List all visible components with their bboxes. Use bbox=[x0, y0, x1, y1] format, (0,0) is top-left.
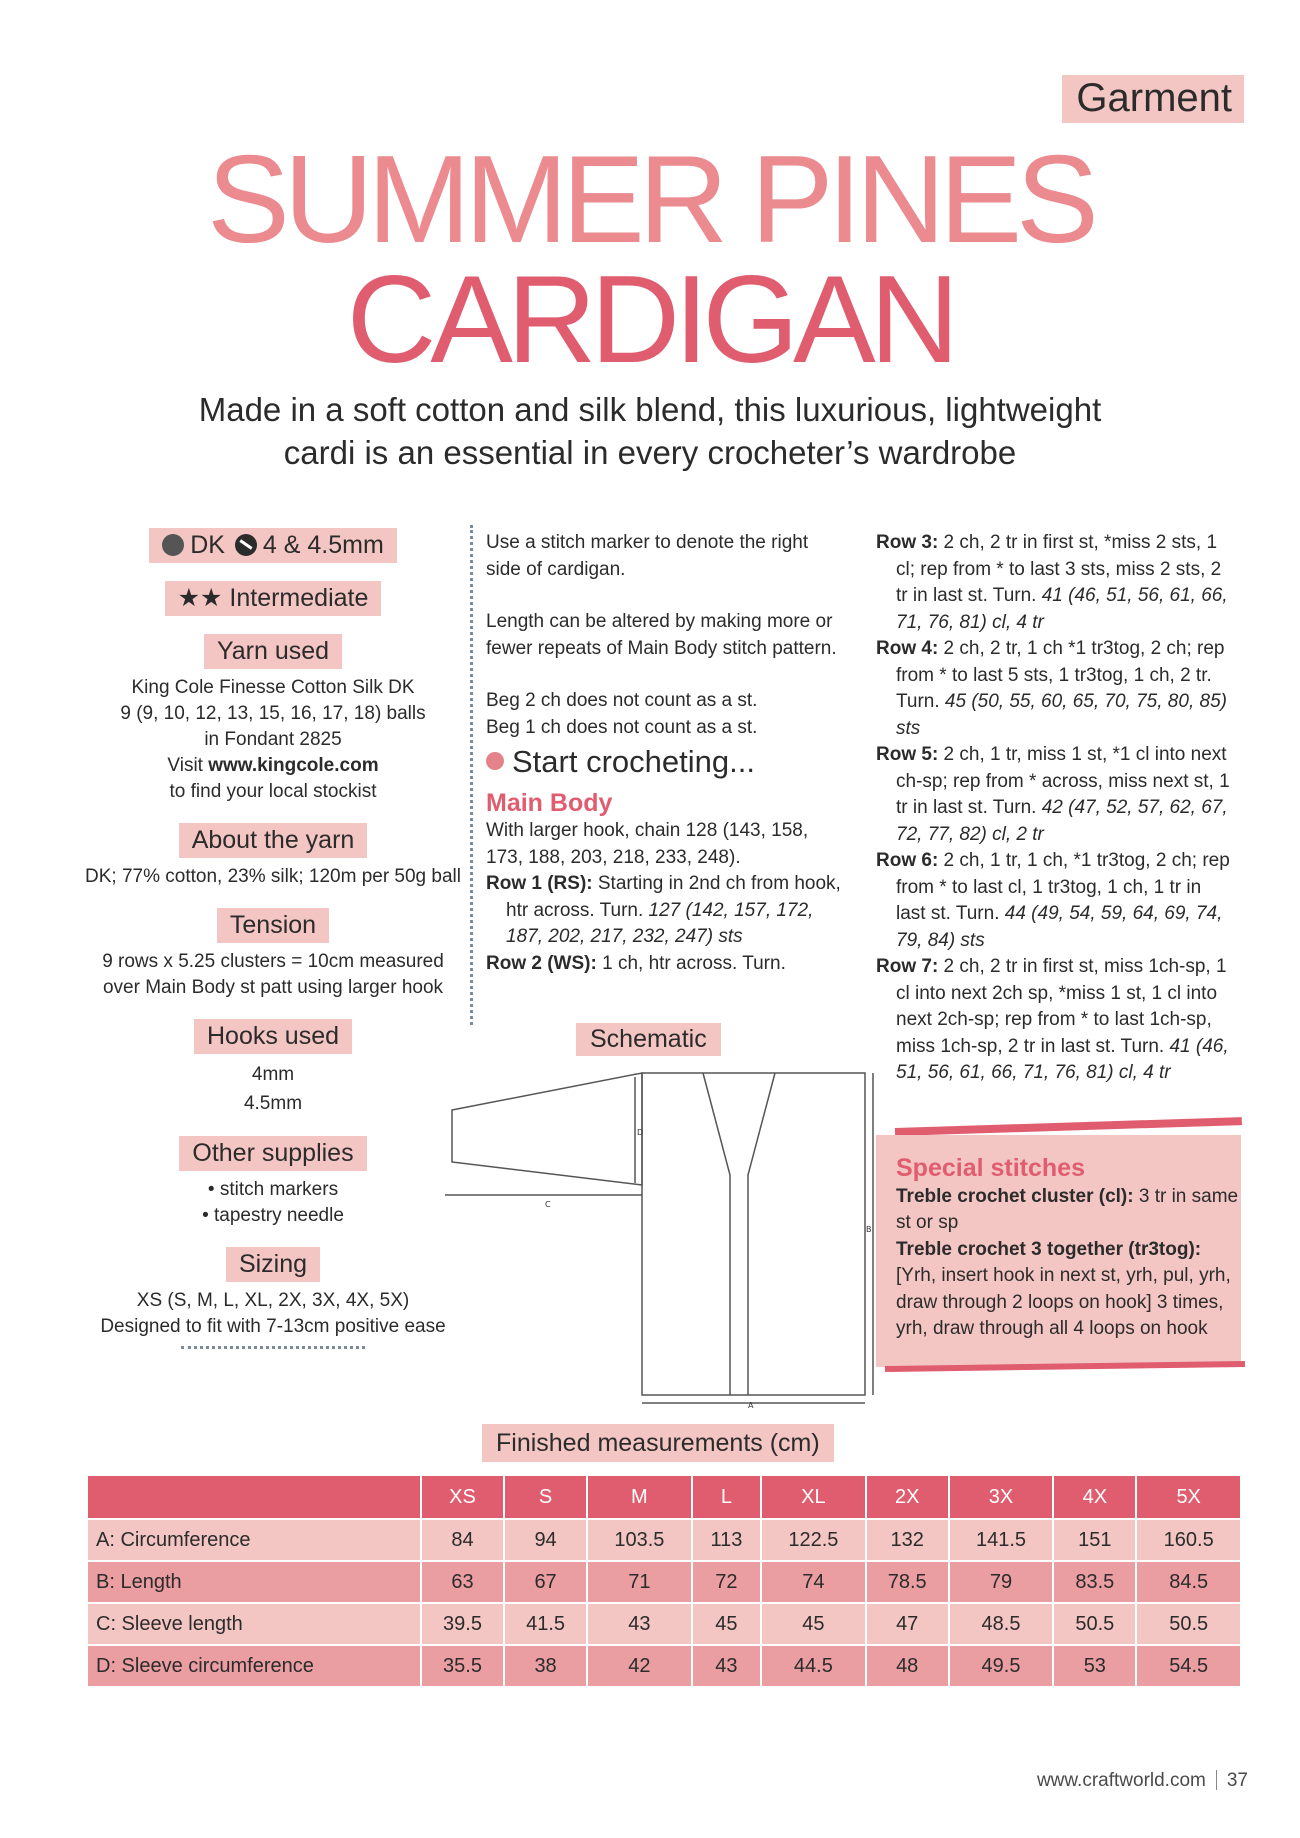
special-tr3tog bbox=[896, 1237, 1241, 1343]
row-3 bbox=[876, 530, 1236, 636]
page-number: 37 bbox=[1226, 1770, 1248, 1791]
footer-separator bbox=[1216, 1770, 1217, 1790]
main-body-heading: Main Body bbox=[486, 788, 613, 817]
table-cell: 53 bbox=[1054, 1646, 1137, 1686]
table-header-size: M bbox=[588, 1476, 693, 1518]
row-5-count: 42 (47, 52, 57, 62, 67, 72, 77, 82) cl, 2 tr bbox=[896, 797, 1228, 845]
hook-size-1: 4mm bbox=[251, 1064, 295, 1085]
table-cell: 78.5 bbox=[867, 1562, 950, 1602]
supply-2: • tapestry needle bbox=[202, 1205, 344, 1226]
yarn-used-heading: Yarn used bbox=[204, 634, 342, 669]
schematic-heading: Schematic bbox=[576, 1023, 721, 1056]
special-box-edge-top bbox=[895, 1117, 1242, 1136]
column-divider bbox=[470, 525, 473, 1025]
about-yarn-heading: About the yarn bbox=[179, 823, 368, 858]
table-cell: 132 bbox=[867, 1520, 950, 1560]
table-cell: 54.5 bbox=[1137, 1646, 1242, 1686]
special-tr3tog-label: Treble crochet 3 together (tr3tog): bbox=[896, 1238, 1202, 1260]
special-cl-label: Treble crochet cluster (cl): bbox=[896, 1185, 1134, 1207]
table-header-size: L bbox=[693, 1476, 762, 1518]
table-cell: 79 bbox=[950, 1562, 1055, 1602]
table-cell: 83.5 bbox=[1054, 1562, 1137, 1602]
hook-icon bbox=[235, 534, 257, 556]
row-2-label: Row 2 (WS): bbox=[486, 952, 597, 974]
table-cell: 113 bbox=[693, 1520, 762, 1560]
subtitle-line-2: cardi is an essential in every crocheter’s wardrobe bbox=[283, 434, 1017, 471]
note-length: Length can be altered by making more or fewer repeats of Main Body stitch pattern. bbox=[486, 611, 837, 659]
start-crocheting-heading bbox=[486, 744, 846, 779]
row-5 bbox=[876, 742, 1236, 848]
schematic-diagram bbox=[445, 1065, 885, 1410]
tension-line-1: 9 rows x 5.25 clusters = 10cm measured bbox=[102, 951, 444, 972]
about-yarn-text: DK; 77% cotton, 23% silk; 120m per 50g ball bbox=[85, 866, 461, 887]
star-icon: ★★ bbox=[177, 584, 223, 612]
table-cell: 63 bbox=[422, 1562, 505, 1602]
table-row bbox=[88, 1646, 1242, 1686]
table-cell: 74 bbox=[762, 1562, 867, 1602]
table-header-size: 4X bbox=[1054, 1476, 1137, 1518]
table-cell: 44.5 bbox=[762, 1646, 867, 1686]
visit-label: Visit bbox=[167, 755, 209, 776]
row-6 bbox=[876, 848, 1236, 954]
row-3-count: 41 (46, 51, 56, 61, 66, 71, 76, 81) cl, 4 tr bbox=[896, 585, 1228, 633]
row-4-text: 2 ch, 2 tr, 1 ch *1 tr3tog, 2 ch; rep from * to last 5 sts, 1 tr3tog, 1 ch, 2 tr. Turn. bbox=[896, 638, 1225, 712]
table-cell: 39.5 bbox=[422, 1604, 505, 1644]
row-4 bbox=[876, 636, 1236, 742]
row-5-label: Row 5: bbox=[876, 744, 939, 765]
row-4-label: Row 4: bbox=[876, 638, 939, 659]
row-1-label: Row 1 (RS): bbox=[486, 873, 593, 894]
subtitle-line-1: Made in a soft cotton and silk blend, this luxurious, lightweight bbox=[198, 391, 1102, 428]
table-row-label: B: Length bbox=[88, 1562, 422, 1602]
level-badge bbox=[165, 581, 382, 616]
table-cell: 35.5 bbox=[422, 1646, 505, 1686]
table-cell: 41.5 bbox=[505, 1604, 588, 1644]
schematic-label-b: B bbox=[866, 1225, 872, 1234]
yarn-ball-icon bbox=[486, 752, 504, 770]
row-1-count: 127 (142, 157, 172, 187, 202, 217, 232, 247) sts bbox=[506, 899, 814, 947]
yarn-shade: in Fondant 2825 bbox=[204, 729, 342, 750]
table-cell: 49.5 bbox=[950, 1646, 1055, 1686]
middle-column bbox=[486, 530, 846, 977]
table-cell: 160.5 bbox=[1137, 1520, 1242, 1560]
special-stitches-heading: Special stitches bbox=[896, 1154, 1085, 1182]
yarn-ball-icon bbox=[162, 534, 184, 556]
yarn-url-link[interactable]: www.kingcole.com bbox=[208, 755, 379, 776]
other-supplies-heading: Other supplies bbox=[179, 1136, 366, 1171]
row-6-count: 44 (49, 54, 59, 64, 69, 74, 79, 84) sts bbox=[896, 903, 1223, 951]
table-cell: 50.5 bbox=[1054, 1604, 1137, 1644]
table-cell: 50.5 bbox=[1137, 1604, 1242, 1644]
special-cl bbox=[896, 1184, 1241, 1237]
tension-line-2: over Main Body st patt using larger hook bbox=[102, 977, 444, 998]
yarn-balls: 9 (9, 10, 12, 13, 15, 16, 17, 18) balls bbox=[120, 703, 426, 724]
hooks-used-heading: Hooks used bbox=[194, 1019, 352, 1054]
table-header-size: 2X bbox=[867, 1476, 950, 1518]
table-cell: 141.5 bbox=[950, 1520, 1055, 1560]
spec-weight-hooks bbox=[149, 528, 397, 563]
title-line-1: SUMMER PINES bbox=[207, 131, 1093, 269]
table-cell: 38 bbox=[505, 1646, 588, 1686]
row-7-text: 2 ch, 2 tr in first st, miss 1ch-sp, 1 cl into next 2ch sp, *miss 1 st, 1 cl into next 2ch-sp; rep from * to last 1ch-sp, miss 1ch-sp, 2 tr in last st. Turn. bbox=[896, 956, 1227, 1057]
table-cell: 47 bbox=[867, 1604, 950, 1644]
table-cell: 45 bbox=[693, 1604, 762, 1644]
footer bbox=[1037, 1770, 1248, 1792]
sizing-sizes: XS (S, M, L, XL, 2X, 3X, 4X, 5X) bbox=[136, 1290, 410, 1311]
yarn-visit bbox=[78, 753, 468, 779]
yarn-stockist: to find your local stockist bbox=[169, 781, 377, 802]
row-2 bbox=[486, 951, 846, 978]
start-label: Start crocheting... bbox=[512, 744, 755, 779]
table-row-label: D: Sleeve circumference bbox=[88, 1646, 422, 1686]
supply-1: • stitch markers bbox=[207, 1179, 339, 1200]
table-header-size: 3X bbox=[950, 1476, 1055, 1518]
yarn-name: King Cole Finesse Cotton Silk DK bbox=[131, 677, 415, 698]
table-cell: 43 bbox=[693, 1646, 762, 1686]
table-cell: 45 bbox=[762, 1604, 867, 1644]
row-3-label: Row 3: bbox=[876, 532, 939, 553]
row-6-text: 2 ch, 1 tr, 1 ch, *1 tr3tog, 2 ch; rep from * to last cl, 1 tr3tog, 1 ch, 1 tr in last st. Turn. bbox=[896, 850, 1230, 924]
measurements-table bbox=[88, 1474, 1242, 1688]
table-header-size: XS bbox=[422, 1476, 505, 1518]
table-header-size: 5X bbox=[1137, 1476, 1242, 1518]
note-beg-1ch: Beg 1 ch does not count as a st. bbox=[486, 716, 758, 738]
table-cell: 94 bbox=[505, 1520, 588, 1560]
section-tag: Garment bbox=[1062, 75, 1244, 123]
footer-url[interactable]: www.craftworld.com bbox=[1036, 1770, 1206, 1791]
tension-heading: Tension bbox=[217, 908, 329, 943]
divider-dots bbox=[181, 1346, 365, 1349]
left-column bbox=[78, 528, 468, 1367]
table-cell: 43 bbox=[588, 1604, 693, 1644]
table-cell: 84.5 bbox=[1137, 1562, 1242, 1602]
note-stitch-marker: Use a stitch marker to denote the right side of cardigan. bbox=[486, 532, 809, 580]
row-6-label: Row 6: bbox=[876, 850, 939, 871]
table-cell: 71 bbox=[588, 1562, 693, 1602]
right-column bbox=[876, 530, 1236, 1087]
table-row bbox=[88, 1604, 1242, 1644]
table-cell: 122.5 bbox=[762, 1520, 867, 1560]
schematic-sleeve bbox=[452, 1073, 642, 1185]
row-7 bbox=[876, 954, 1236, 1087]
table-header-row bbox=[88, 1476, 1242, 1518]
table-cell: 151 bbox=[1054, 1520, 1137, 1560]
table-row-label: A: Circumference bbox=[88, 1520, 422, 1560]
table-row bbox=[88, 1562, 1242, 1602]
hooks-value: 4 & 4.5mm bbox=[262, 531, 384, 559]
subtitle bbox=[0, 388, 1300, 474]
special-tr3tog-text: [Yrh, insert hook in next st, yrh, pul, yrh, draw through 2 loops on hook] 3 times, yrh, draw through all 4 loops on hook bbox=[896, 1265, 1231, 1339]
schematic-label-d: D bbox=[637, 1128, 644, 1137]
table-header-size: S bbox=[505, 1476, 588, 1518]
table-cell: 67 bbox=[505, 1562, 588, 1602]
row-7-label: Row 7: bbox=[876, 956, 939, 977]
main-body-text: With larger hook, chain 128 (143, 158, 173, 188, 203, 218, 233, 248). bbox=[486, 820, 809, 868]
row-3-text: 2 ch, 2 tr in first st, *miss 2 sts, 1 cl; rep from * to last 3 sts, miss 2 sts, 2 tr in last st. Turn. bbox=[896, 532, 1222, 606]
sizing-heading: Sizing bbox=[226, 1247, 320, 1282]
row-1-text: Starting in 2nd ch from hook, htr across. Turn. bbox=[506, 873, 841, 921]
note-beg-2ch: Beg 2 ch does not count as a st. bbox=[486, 690, 758, 711]
table-cell: 103.5 bbox=[588, 1520, 693, 1560]
hook-size-2: 4.5mm bbox=[243, 1093, 303, 1114]
table-cell: 48.5 bbox=[950, 1604, 1055, 1644]
table-header-size: XL bbox=[762, 1476, 867, 1518]
row-7-count: 41 (46, 51, 56, 61, 66, 71, 76, 81) cl, 4 tr bbox=[896, 1035, 1229, 1083]
schematic-neckline-right bbox=[748, 1073, 775, 1395]
special-cl-text: 3 tr in same st or sp bbox=[896, 1185, 1239, 1233]
row-5-text: 2 ch, 1 tr, miss 1 st, *1 cl into next ch-sp; rep from * across, miss next st, 1 tr in last st. Turn. bbox=[896, 744, 1230, 818]
schematic-neckline-left bbox=[703, 1073, 730, 1395]
title-line-2: CARDIGAN bbox=[346, 251, 954, 389]
schematic-label-c: C bbox=[545, 1200, 551, 1209]
row-4-count: 45 (50, 55, 60, 65, 70, 75, 80, 85) sts bbox=[896, 691, 1227, 739]
schematic-body bbox=[642, 1073, 865, 1395]
finished-measurements-heading: Finished measurements (cm) bbox=[482, 1424, 834, 1462]
sizing-ease: Designed to fit with 7-13cm positive ease bbox=[100, 1316, 446, 1337]
row-2-text: 1 ch, htr across. Turn. bbox=[596, 952, 786, 974]
special-stitches-box bbox=[876, 1135, 1241, 1367]
table-cell: 42 bbox=[588, 1646, 693, 1686]
row-1 bbox=[486, 871, 846, 951]
table-row-label: C: Sleeve length bbox=[88, 1604, 422, 1644]
table-cell: 84 bbox=[422, 1520, 505, 1560]
schematic-label-a: A bbox=[748, 1401, 754, 1410]
table-cell: 48 bbox=[867, 1646, 950, 1686]
table-row bbox=[88, 1520, 1242, 1560]
weight-value: DK bbox=[190, 531, 225, 559]
table-cell: 72 bbox=[693, 1562, 762, 1602]
level-label: Intermediate bbox=[229, 584, 369, 612]
table-header-blank bbox=[88, 1476, 422, 1518]
